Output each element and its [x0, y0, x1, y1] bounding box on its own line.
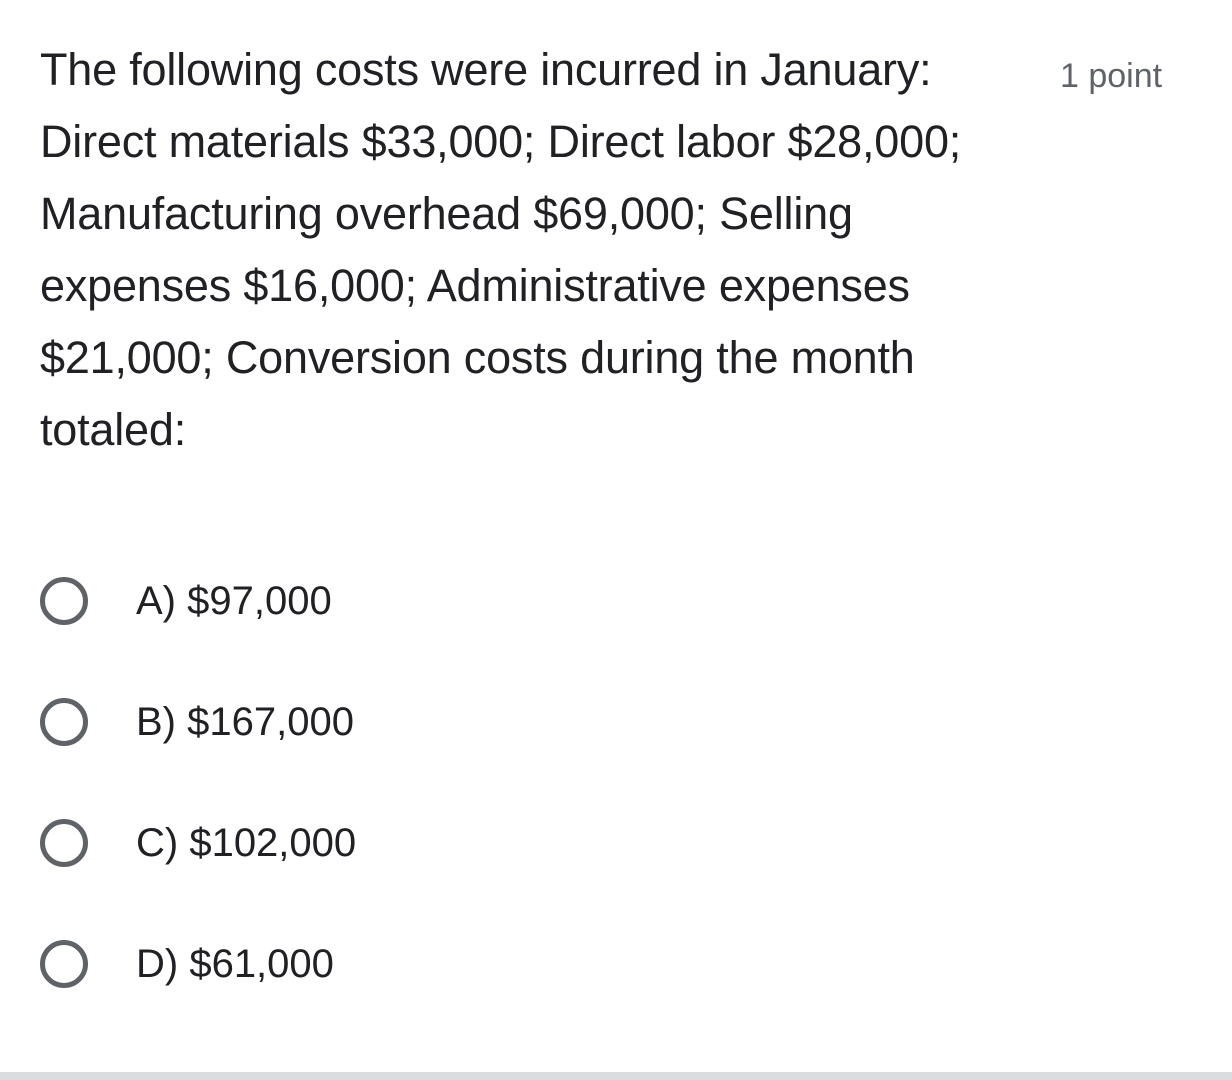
radio-button-icon[interactable] [40, 819, 88, 867]
option-label: A) $97,000 [136, 578, 332, 623]
radio-button-icon[interactable] [40, 698, 88, 746]
radio-button-icon[interactable] [40, 577, 88, 625]
question-header [40, 34, 1190, 466]
bottom-divider [0, 1072, 1232, 1080]
points-label: 1 point [1060, 57, 1163, 95]
option-label: C) $102,000 [136, 820, 357, 865]
option-a[interactable] [40, 540, 940, 661]
question-text: The following costs were incurred in January: Direct materials $33,000; Direct labor $28,000; Manufacturing overhead $69,000; Selling expenses $16,000; Administrative expenses $21,000; Conversion costs during the month totaled: [40, 44, 962, 455]
radio-button-icon[interactable] [40, 940, 88, 988]
option-b[interactable] [40, 661, 940, 782]
option-label: B) $167,000 [136, 699, 354, 744]
option-label: D) $61,000 [136, 941, 334, 986]
answer-options [40, 540, 940, 1024]
option-d[interactable] [40, 903, 940, 1024]
option-c[interactable] [40, 782, 940, 903]
